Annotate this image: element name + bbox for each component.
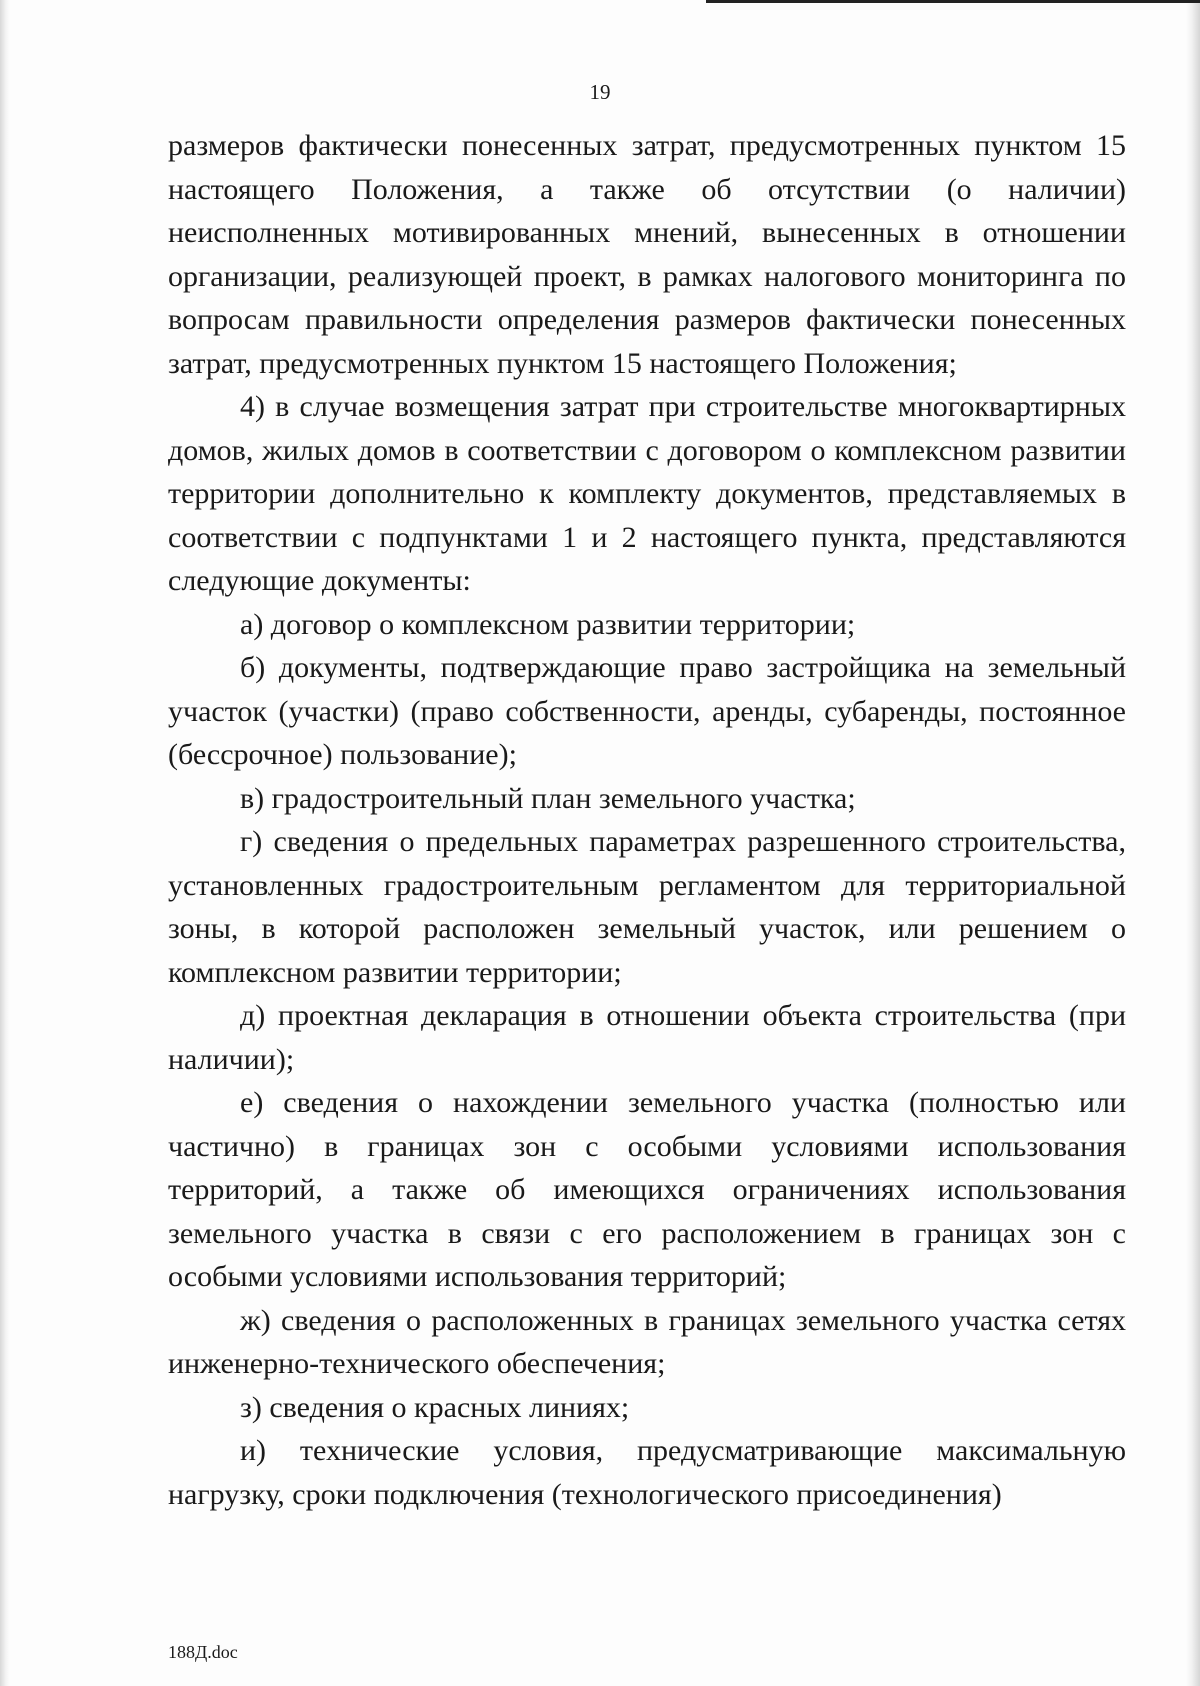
scan-edge-right [1186, 0, 1200, 1686]
paragraph-item-a: а) договор о комплексном развитии территории; [240, 607, 856, 641]
document-body [168, 124, 1126, 1516]
paragraph-item-d: д) проектная декларация в отношении объекта строительства (при наличии); [168, 999, 1126, 1076]
paragraph-item-g: г) сведения о предельных параметрах разрешенного строительства, установленных градостроительным регламентом для территориальной зоны, в которой расположен земельный участок, или решением о комплексном развитии территории; [168, 825, 1126, 989]
scan-edge-left [0, 0, 10, 1686]
footer-filename: 188Д.doc [168, 1642, 238, 1662]
paragraph-item-e: е) сведения о нахождении земельного участка (полностью или частично) в границах зон с особыми условиями использования территорий, а также об имеющихся ограничениях использования земельного участка в связи с его расположением в границах зон с особыми условиями использования территорий; [168, 1086, 1126, 1293]
paragraph-item-z: з) сведения о красных линиях; [240, 1390, 630, 1424]
paragraph-item-v: в) градостроительный план земельного участка; [240, 781, 856, 815]
paragraph-item-i: и) технические условия, предусматривающие максимальную нагрузку, сроки подключения (технологического присоединения) [168, 1434, 1126, 1511]
paragraph-continuation: размеров фактически понесенных затрат, предусмотренных пунктом 15 настоящего Положения, а также об отсутствии (о наличии) неисполненных мотивированных мнений, вынесенных в отношении организации, реализующей проект, в рамках налогового мониторинга по вопросам правильности определения размеров фактически понесенных затрат, предусмотренных пунктом 15 настоящего Положения; [168, 129, 1126, 380]
paragraph-item-b: б) документы, подтверждающие право застройщика на земельный участок (участки) (право собственности, аренды, субаренды, постоянное (бессрочное) пользование); [168, 651, 1126, 771]
page-number: 19 [589, 80, 611, 104]
paragraph-item-4: 4) в случае возмещения затрат при строительстве многоквартирных домов, жилых домов в соответствии с договором о комплексном развитии территории дополнительно к комплекту документов, представляемых в соответствии с подпунктами 1 и 2 настоящего пункта, представляются следующие документы: [168, 390, 1126, 597]
paragraph-item-zh: ж) сведения о расположенных в границах земельного участка сетях инженерно-технического обеспечения; [168, 1303, 1126, 1380]
top-rule [706, 0, 1200, 3]
